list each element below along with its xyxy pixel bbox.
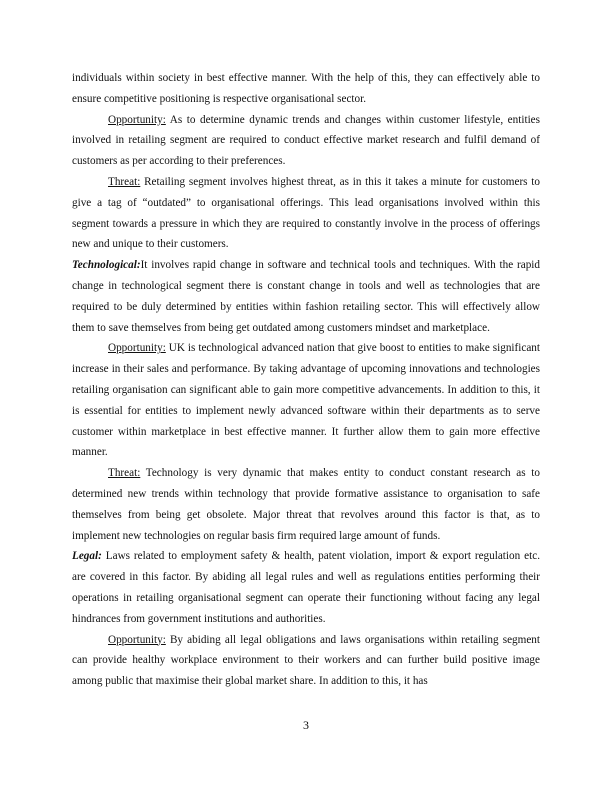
paragraph-text: Laws related to employment safety & health, patent violation, import & export regulation etc. are covered in this factor. By abiding all legal rules and well as regulations entities performing their operations in retailing organisational segment can operate their functioning without facing any legal hindrances from government institutions and authorities.	[72, 550, 540, 625]
subheading-threat: Threat:	[108, 467, 141, 480]
paragraph-technological	[72, 255, 540, 338]
paragraph-text: Technology is very dynamic that makes entity to conduct constant research as to determined new trends within technology that provide formative assistance to organisation to safe themselves from being get obsolete. Major threat that revolves around this factor is that, as to implement new technologies on regular basis firm required large amount of funds.	[72, 467, 540, 542]
paragraph-text: As to determine dynamic trends and changes within customer lifestyle, entities involved in retailing segment are required to conduct effective market research and fulfil demand of customers as per according to their preferences.	[72, 113, 540, 168]
subheading-threat: Threat:	[108, 175, 141, 188]
paragraph-opportunity	[72, 338, 540, 463]
paragraph-text: By abiding all legal obligations and laws organisations within retailing segment can provide healthy workplace environment to their workers and can further build positive image among public that maximise their global market share. In addition to this, it has	[72, 633, 540, 688]
paragraph-threat	[72, 463, 540, 546]
heading-technological: Technological:	[72, 259, 141, 272]
paragraph-opportunity	[72, 630, 540, 692]
paragraph-text: UK is technological advanced nation that give boost to entities to make significant increase in their sales and performance. By taking advantage of upcoming innovations and technologies retailing organisation can significant able to gain more competitive advancements. In addition to this, it is essential for entities to implement newly advanced software within their departments as to serve customer within marketplace in best effective manner. It further allow them to gain more effective manner.	[72, 342, 540, 459]
paragraph-continuation	[72, 68, 540, 110]
heading-legal: Legal:	[72, 550, 102, 563]
subheading-opportunity: Opportunity:	[108, 633, 166, 646]
subheading-opportunity: Opportunity:	[108, 113, 166, 126]
subheading-opportunity: Opportunity:	[108, 342, 166, 355]
paragraph-text: Retailing segment involves highest threat, as in this it takes a minute for customers to give a tag of “outdated” to organisational offerings. This lead organisations involved within this segment towards a pressure in which they are required to constantly involve in the process of offerings new and unique to their customers.	[72, 175, 540, 251]
paragraph-text: individuals within society in best effective manner. With the help of this, they can effectively able to ensure competitive positioning is respective organisational sector.	[72, 72, 540, 105]
paragraph-legal	[72, 546, 540, 629]
paragraph-threat	[72, 172, 540, 255]
document-body	[72, 68, 540, 692]
paragraph-opportunity	[72, 110, 540, 172]
paragraph-text: It involves rapid change in software and technical tools and techniques. With the rapid change in technological segment there is constant change in tools and well as technologies that are required to be duly determined by entities within fashion retailing sector. This will effectively allow them to save themselves from being get outdated among customers mindset and marketplace.	[72, 259, 540, 334]
page-number: 3	[303, 718, 309, 732]
